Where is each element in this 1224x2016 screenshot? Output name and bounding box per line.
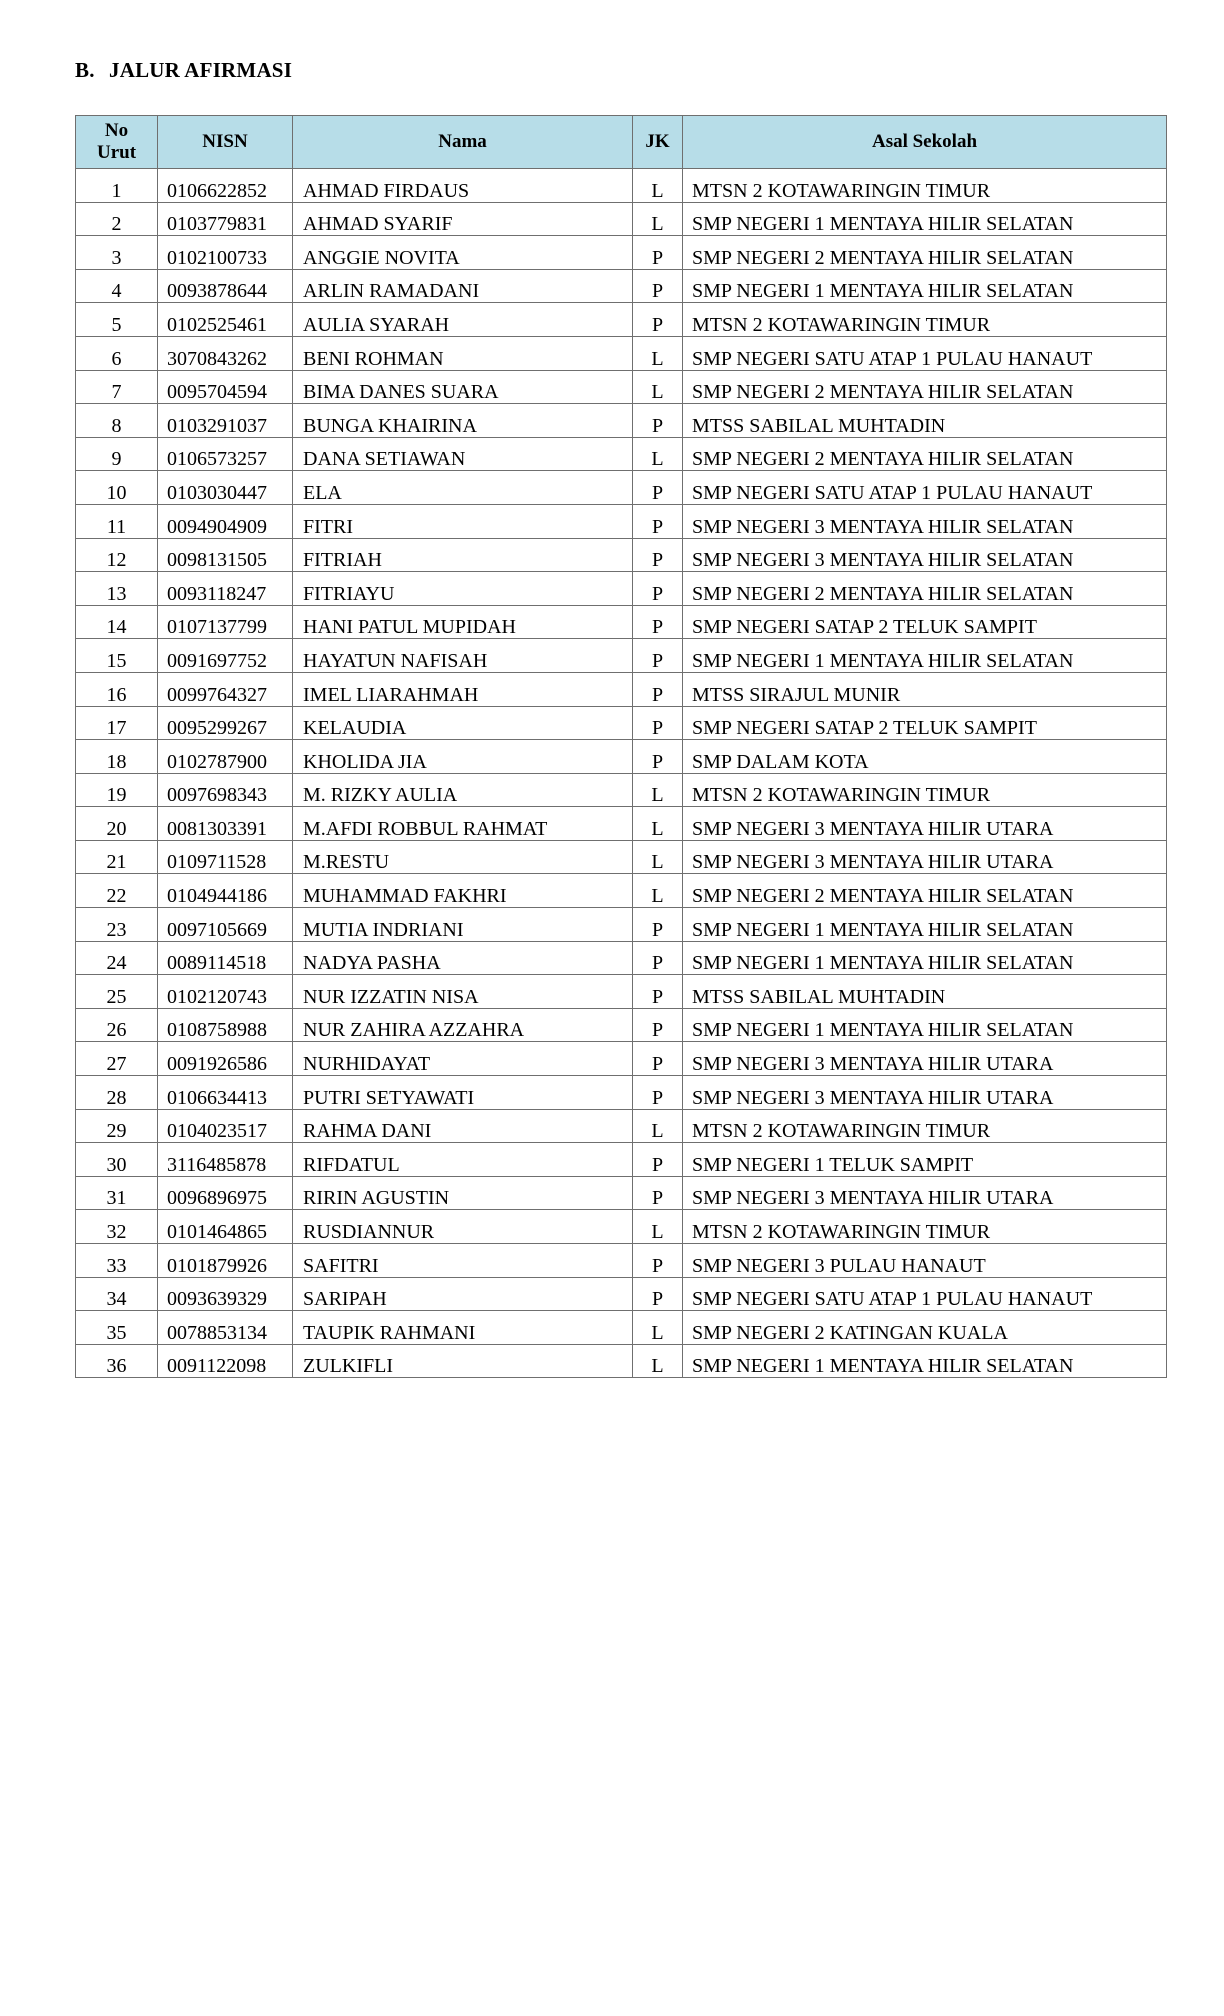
table-row — [76, 437, 1167, 471]
cell-jk: P — [633, 908, 683, 942]
header-jk: JK — [633, 116, 683, 169]
table-row — [76, 773, 1167, 807]
cell-no: 16 — [76, 672, 158, 706]
table-row — [76, 202, 1167, 236]
cell-asal-sekolah: SMP NEGERI 2 MENTAYA HILIR SELATAN — [683, 370, 1167, 404]
cell-nisn: 0106573257 — [158, 437, 293, 471]
cell-nisn: 0093118247 — [158, 572, 293, 606]
cell-no: 23 — [76, 908, 158, 942]
cell-jk: P — [633, 1176, 683, 1210]
cell-no: 6 — [76, 336, 158, 370]
cell-no: 31 — [76, 1176, 158, 1210]
cell-nisn: 0091697752 — [158, 639, 293, 673]
cell-asal-sekolah: SMP NEGERI SATU ATAP 1 PULAU HANAUT — [683, 336, 1167, 370]
cell-nama: DANA SETIAWAN — [293, 437, 633, 471]
cell-nisn: 0099764327 — [158, 672, 293, 706]
cell-asal-sekolah: SMP NEGERI 1 MENTAYA HILIR SELATAN — [683, 202, 1167, 236]
cell-nama: NADYA PASHA — [293, 941, 633, 975]
cell-nama: NURHIDAYAT — [293, 1042, 633, 1076]
cell-jk: P — [633, 538, 683, 572]
cell-nama: SARIPAH — [293, 1277, 633, 1311]
cell-jk: P — [633, 1076, 683, 1110]
cell-asal-sekolah: SMP NEGERI 3 MENTAYA HILIR UTARA — [683, 807, 1167, 841]
cell-no: 8 — [76, 404, 158, 438]
table-row — [76, 1311, 1167, 1345]
cell-asal-sekolah: SMP NEGERI SATU ATAP 1 PULAU HANAUT — [683, 1277, 1167, 1311]
cell-jk: L — [633, 773, 683, 807]
table-header-row — [76, 116, 1167, 169]
cell-asal-sekolah: SMP NEGERI 2 MENTAYA HILIR SELATAN — [683, 572, 1167, 606]
cell-no: 24 — [76, 941, 158, 975]
cell-jk: P — [633, 572, 683, 606]
header-no-urut: No Urut — [76, 116, 158, 169]
cell-nisn: 0097698343 — [158, 773, 293, 807]
cell-nama: AULIA SYARAH — [293, 303, 633, 337]
cell-nisn: 0089114518 — [158, 941, 293, 975]
cell-nama: HANI PATUL MUPIDAH — [293, 605, 633, 639]
table-row — [76, 706, 1167, 740]
cell-nama: BUNGA KHAIRINA — [293, 404, 633, 438]
cell-nama: NUR IZZATIN NISA — [293, 975, 633, 1009]
cell-asal-sekolah: SMP NEGERI 2 MENTAYA HILIR SELATAN — [683, 437, 1167, 471]
table-row — [76, 874, 1167, 908]
table-row — [76, 941, 1167, 975]
cell-nama: NUR ZAHIRA AZZAHRA — [293, 1008, 633, 1042]
cell-nisn: 0104944186 — [158, 874, 293, 908]
cell-no: 21 — [76, 840, 158, 874]
cell-nisn: 0106634413 — [158, 1076, 293, 1110]
cell-no: 10 — [76, 471, 158, 505]
cell-no: 13 — [76, 572, 158, 606]
table-row — [76, 538, 1167, 572]
cell-jk: P — [633, 975, 683, 1009]
cell-nama: FITRIAH — [293, 538, 633, 572]
cell-jk: L — [633, 1311, 683, 1345]
cell-nama: AHMAD SYARIF — [293, 202, 633, 236]
cell-no: 36 — [76, 1344, 158, 1378]
cell-no: 19 — [76, 773, 158, 807]
cell-nisn: 0081303391 — [158, 807, 293, 841]
table-row — [76, 269, 1167, 303]
table-row — [76, 471, 1167, 505]
cell-nama: ANGGIE NOVITA — [293, 236, 633, 270]
cell-jk: L — [633, 169, 683, 203]
cell-no: 9 — [76, 437, 158, 471]
cell-asal-sekolah: SMP NEGERI 1 MENTAYA HILIR SELATAN — [683, 639, 1167, 673]
cell-nama: ZULKIFLI — [293, 1344, 633, 1378]
cell-asal-sekolah: MTSS SABILAL MUHTADIN — [683, 404, 1167, 438]
cell-asal-sekolah: MTSN 2 KOTAWARINGIN TIMUR — [683, 303, 1167, 337]
cell-nisn: 0091926586 — [158, 1042, 293, 1076]
cell-no: 2 — [76, 202, 158, 236]
table-row — [76, 1210, 1167, 1244]
cell-no: 3 — [76, 236, 158, 270]
cell-nisn: 0102120743 — [158, 975, 293, 1009]
table-row — [76, 740, 1167, 774]
cell-nisn: 0106622852 — [158, 169, 293, 203]
section-title: JALUR AFIRMASI — [109, 58, 293, 82]
cell-asal-sekolah: SMP NEGERI 3 MENTAYA HILIR UTARA — [683, 840, 1167, 874]
table-row — [76, 1344, 1167, 1378]
cell-jk: P — [633, 504, 683, 538]
cell-asal-sekolah: SMP NEGERI 3 MENTAYA HILIR SELATAN — [683, 538, 1167, 572]
cell-nama: ARLIN RAMADANI — [293, 269, 633, 303]
cell-jk: L — [633, 437, 683, 471]
cell-asal-sekolah: MTSN 2 KOTAWARINGIN TIMUR — [683, 1109, 1167, 1143]
table-row — [76, 1076, 1167, 1110]
cell-no: 28 — [76, 1076, 158, 1110]
cell-no: 35 — [76, 1311, 158, 1345]
cell-jk: P — [633, 471, 683, 505]
table-row — [76, 1109, 1167, 1143]
cell-no: 11 — [76, 504, 158, 538]
cell-jk: P — [633, 672, 683, 706]
cell-jk: P — [633, 1042, 683, 1076]
cell-asal-sekolah: MTSN 2 KOTAWARINGIN TIMUR — [683, 169, 1167, 203]
cell-jk: P — [633, 1277, 683, 1311]
cell-jk: P — [633, 1143, 683, 1177]
cell-nisn: 0101464865 — [158, 1210, 293, 1244]
cell-jk: P — [633, 605, 683, 639]
cell-nama: MUTIA INDRIANI — [293, 908, 633, 942]
section-letter: B. — [75, 58, 95, 82]
cell-nama: M. RIZKY AULIA — [293, 773, 633, 807]
cell-asal-sekolah: SMP NEGERI 1 MENTAYA HILIR SELATAN — [683, 1008, 1167, 1042]
table-row — [76, 1143, 1167, 1177]
table-row — [76, 504, 1167, 538]
table-row — [76, 169, 1167, 203]
cell-nisn: 0109711528 — [158, 840, 293, 874]
table-row — [76, 1042, 1167, 1076]
cell-jk: L — [633, 840, 683, 874]
table-row — [76, 1176, 1167, 1210]
cell-no: 30 — [76, 1143, 158, 1177]
cell-nama: IMEL LIARAHMAH — [293, 672, 633, 706]
cell-jk: L — [633, 1344, 683, 1378]
header-nisn: NISN — [158, 116, 293, 169]
cell-nisn: 0103291037 — [158, 404, 293, 438]
cell-jk: P — [633, 639, 683, 673]
cell-nisn: 0102100733 — [158, 236, 293, 270]
cell-asal-sekolah: SMP NEGERI 1 MENTAYA HILIR SELATAN — [683, 908, 1167, 942]
table-row — [76, 840, 1167, 874]
cell-jk: L — [633, 807, 683, 841]
cell-nisn: 0103779831 — [158, 202, 293, 236]
cell-nisn: 0101879926 — [158, 1244, 293, 1278]
cell-jk: P — [633, 1008, 683, 1042]
header-nama: Nama — [293, 116, 633, 169]
table-row — [76, 370, 1167, 404]
affirmation-table — [75, 115, 1167, 1378]
cell-nama: BENI ROHMAN — [293, 336, 633, 370]
cell-jk: P — [633, 269, 683, 303]
cell-jk: L — [633, 336, 683, 370]
cell-nisn: 0103030447 — [158, 471, 293, 505]
cell-nama: ELA — [293, 471, 633, 505]
cell-nama: MUHAMMAD FAKHRI — [293, 874, 633, 908]
table-row — [76, 1008, 1167, 1042]
cell-asal-sekolah: SMP NEGERI SATU ATAP 1 PULAU HANAUT — [683, 471, 1167, 505]
cell-asal-sekolah: MTSS SIRAJUL MUNIR — [683, 672, 1167, 706]
cell-no: 17 — [76, 706, 158, 740]
cell-nama: TAUPIK RAHMANI — [293, 1311, 633, 1345]
cell-asal-sekolah: MTSS SABILAL MUHTADIN — [683, 975, 1167, 1009]
cell-nama: BIMA DANES SUARA — [293, 370, 633, 404]
cell-nama: RUSDIANNUR — [293, 1210, 633, 1244]
cell-nisn: 0095299267 — [158, 706, 293, 740]
cell-asal-sekolah: SMP NEGERI 1 TELUK SAMPIT — [683, 1143, 1167, 1177]
cell-nisn: 3116485878 — [158, 1143, 293, 1177]
cell-no: 32 — [76, 1210, 158, 1244]
cell-nisn: 0091122098 — [158, 1344, 293, 1378]
cell-jk: L — [633, 202, 683, 236]
cell-nama: FITRIAYU — [293, 572, 633, 606]
cell-no: 25 — [76, 975, 158, 1009]
table-row — [76, 1244, 1167, 1278]
cell-no: 15 — [76, 639, 158, 673]
cell-nisn: 0102525461 — [158, 303, 293, 337]
cell-asal-sekolah: MTSN 2 KOTAWARINGIN TIMUR — [683, 773, 1167, 807]
table-row — [76, 1277, 1167, 1311]
cell-nama: KELAUDIA — [293, 706, 633, 740]
cell-nisn: 3070843262 — [158, 336, 293, 370]
table-row — [76, 605, 1167, 639]
cell-nisn: 0102787900 — [158, 740, 293, 774]
cell-nama: M.RESTU — [293, 840, 633, 874]
cell-nama: RAHMA DANI — [293, 1109, 633, 1143]
table-row — [76, 572, 1167, 606]
cell-jk: P — [633, 941, 683, 975]
cell-nama: PUTRI SETYAWATI — [293, 1076, 633, 1110]
cell-nisn: 0093878644 — [158, 269, 293, 303]
cell-jk: P — [633, 740, 683, 774]
cell-asal-sekolah: SMP NEGERI SATAP 2 TELUK SAMPIT — [683, 605, 1167, 639]
table-row — [76, 404, 1167, 438]
cell-no: 7 — [76, 370, 158, 404]
cell-no: 4 — [76, 269, 158, 303]
cell-asal-sekolah: SMP NEGERI SATAP 2 TELUK SAMPIT — [683, 706, 1167, 740]
cell-no: 33 — [76, 1244, 158, 1278]
cell-nisn: 0098131505 — [158, 538, 293, 572]
cell-nama: KHOLIDA JIA — [293, 740, 633, 774]
cell-no: 20 — [76, 807, 158, 841]
cell-nisn: 0095704594 — [158, 370, 293, 404]
cell-nama: RIRIN AGUSTIN — [293, 1176, 633, 1210]
cell-nisn: 0097105669 — [158, 908, 293, 942]
table-body — [76, 169, 1167, 1378]
cell-no: 1 — [76, 169, 158, 203]
cell-no: 27 — [76, 1042, 158, 1076]
cell-asal-sekolah: SMP NEGERI 2 KATINGAN KUALA — [683, 1311, 1167, 1345]
table-row — [76, 807, 1167, 841]
cell-nama: M.AFDI ROBBUL RAHMAT — [293, 807, 633, 841]
cell-nisn: 0094904909 — [158, 504, 293, 538]
cell-jk: L — [633, 370, 683, 404]
cell-nisn: 0093639329 — [158, 1277, 293, 1311]
table-row — [76, 975, 1167, 1009]
cell-no: 29 — [76, 1109, 158, 1143]
cell-no: 34 — [76, 1277, 158, 1311]
cell-jk: P — [633, 236, 683, 270]
cell-jk: P — [633, 706, 683, 740]
cell-asal-sekolah: SMP NEGERI 1 MENTAYA HILIR SELATAN — [683, 941, 1167, 975]
cell-no: 12 — [76, 538, 158, 572]
cell-asal-sekolah: SMP NEGERI 1 MENTAYA HILIR SELATAN — [683, 1344, 1167, 1378]
cell-asal-sekolah: SMP NEGERI 3 MENTAYA HILIR UTARA — [683, 1176, 1167, 1210]
cell-asal-sekolah: MTSN 2 KOTAWARINGIN TIMUR — [683, 1210, 1167, 1244]
cell-no: 18 — [76, 740, 158, 774]
cell-asal-sekolah: SMP NEGERI 1 MENTAYA HILIR SELATAN — [683, 269, 1167, 303]
cell-asal-sekolah: SMP NEGERI 3 MENTAYA HILIR SELATAN — [683, 504, 1167, 538]
cell-asal-sekolah: SMP NEGERI 3 PULAU HANAUT — [683, 1244, 1167, 1278]
cell-asal-sekolah: SMP NEGERI 3 MENTAYA HILIR UTARA — [683, 1042, 1167, 1076]
cell-jk: L — [633, 1210, 683, 1244]
cell-nama: RIFDATUL — [293, 1143, 633, 1177]
cell-no: 5 — [76, 303, 158, 337]
table-row — [76, 336, 1167, 370]
cell-nama: AHMAD FIRDAUS — [293, 169, 633, 203]
header-asal-sekolah: Asal Sekolah — [683, 116, 1167, 169]
cell-nisn: 0096896975 — [158, 1176, 293, 1210]
cell-jk: P — [633, 303, 683, 337]
cell-no: 22 — [76, 874, 158, 908]
cell-nama: HAYATUN NAFISAH — [293, 639, 633, 673]
cell-nama: SAFITRI — [293, 1244, 633, 1278]
cell-jk: P — [633, 404, 683, 438]
cell-nisn: 0078853134 — [158, 1311, 293, 1345]
cell-nisn: 0104023517 — [158, 1109, 293, 1143]
table-row — [76, 672, 1167, 706]
cell-jk: L — [633, 1109, 683, 1143]
cell-jk: L — [633, 874, 683, 908]
cell-asal-sekolah: SMP NEGERI 3 MENTAYA HILIR UTARA — [683, 1076, 1167, 1110]
cell-asal-sekolah: SMP NEGERI 2 MENTAYA HILIR SELATAN — [683, 874, 1167, 908]
cell-nisn: 0107137799 — [158, 605, 293, 639]
cell-no: 26 — [76, 1008, 158, 1042]
table-row — [76, 303, 1167, 337]
table-row — [76, 236, 1167, 270]
table-row — [76, 908, 1167, 942]
cell-nisn: 0108758988 — [158, 1008, 293, 1042]
section-heading — [75, 58, 292, 83]
cell-asal-sekolah: SMP NEGERI 2 MENTAYA HILIR SELATAN — [683, 236, 1167, 270]
table-row — [76, 639, 1167, 673]
cell-jk: P — [633, 1244, 683, 1278]
cell-no: 14 — [76, 605, 158, 639]
cell-asal-sekolah: SMP DALAM KOTA — [683, 740, 1167, 774]
cell-nama: FITRI — [293, 504, 633, 538]
